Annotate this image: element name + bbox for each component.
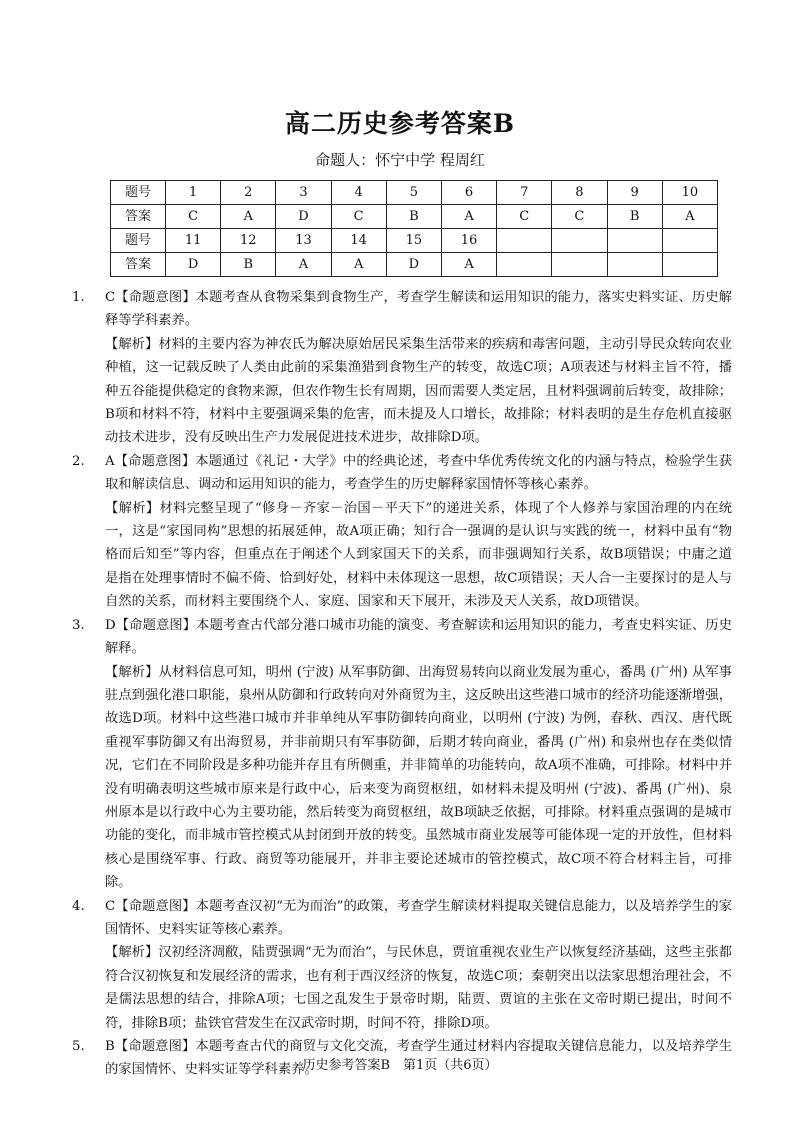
question-number: 3. (72, 617, 85, 633)
question-number: 1. (72, 290, 85, 305)
answer-letter: C (105, 898, 116, 914)
answer-table-cell: A (662, 205, 717, 229)
answer-letter: D (105, 617, 116, 633)
answer-table-cell: C (497, 205, 552, 229)
answer-table-row (111, 229, 718, 253)
answer-table-cell: 5 (386, 181, 441, 205)
answer-table-cell: 13 (276, 229, 331, 253)
answer-table-cell (497, 229, 552, 253)
answer-table-cell (607, 253, 662, 277)
answer-table-cell: D (386, 253, 441, 277)
intent-text: 本题考查汉初“无为而治”的政策，考查学生解读材料提取关键信息能力，以及培养学生的家国情怀、史料实证等核心素养。 (105, 898, 732, 937)
question-analysis (105, 497, 732, 614)
question-intent (105, 450, 732, 497)
answer-letter: B (105, 1039, 115, 1054)
question-number: 4. (72, 898, 85, 914)
intent-text: 本题通过《礼记・大学》中的经典论述，考查中华优秀传统文化的内涵与特点，检验学生获取和解读信息、调动和运用知识的能力，考查学生的历史解释家国情怀等核心素养。 (105, 453, 733, 493)
question-intent (105, 614, 732, 661)
question-intent (105, 895, 732, 942)
answer-table-cell: 10 (662, 181, 717, 205)
question-4 (72, 895, 732, 1035)
answer-table-cell (497, 253, 552, 277)
analysis-label: 【解析】 (105, 336, 159, 352)
answer-explanations (72, 286, 732, 1082)
answer-table-cell: 3 (276, 181, 331, 205)
answer-table-cell: 7 (497, 181, 552, 205)
answer-table-cell: B (607, 205, 662, 229)
answer-table-cell: 16 (441, 229, 496, 253)
intent-label: 【命题意图】 (115, 617, 197, 633)
intent-text: 本题考查古代的商贸与文化交流，考查学生通过材料内容提取关键信息能力，以及培养学生的家国情怀、史料实证等学科素养。 (105, 1039, 733, 1078)
analysis-label: 【解析】 (105, 664, 159, 680)
answer-table-row (111, 181, 718, 205)
answer-table-cell: A (441, 205, 496, 229)
answer-table (110, 180, 718, 277)
answer-table-cell: 4 (331, 181, 386, 205)
answer-table-cell: 11 (166, 229, 221, 253)
answer-table-cell (662, 229, 717, 253)
question-analysis (105, 941, 732, 1035)
analysis-label: 【解析】 (105, 945, 159, 961)
answer-table-row-header: 答案 (111, 205, 166, 229)
page-footer: 历史参考答案B 第1页（共6页） (302, 1058, 498, 1073)
answer-table-cell: C (331, 205, 386, 229)
answer-table-cell: 8 (552, 181, 607, 205)
question-3 (72, 614, 732, 895)
answer-table-row (111, 205, 718, 229)
answer-table-cell (607, 229, 662, 253)
answer-table-cell: A (441, 253, 496, 277)
analysis-text: 从材料信息可知，明州 (宁波) 从军事防御、出海贸易转向以商业发展为重心，番禺 (广州) 从军事驻点到强化港口职能，泉州从防御和行政转向对外商贸为主，这反映出这些港口城市的经济功能逐渐增强，故选D项。材料中这些港口城市并非单纯从军事防御转向商业，以明州 (宁波) 为例，春秋、西汉、唐代既重视军事防御又有出海贸易，并非前期只有军事防御，后期才转向商业，番禺 (广州) 和泉州也存在类似情况，它们在不同阶段是多种功能并存且有所侧重，并非简单的功能转向，故A项不准确，可排除。材料中并没有明确表明这些城市原来是行政中心，后来变为商贸枢纽，如材料未提及明州 (宁波)、番禺 (广州)、泉州原本是以行政中心为主要功能，然后转变为商贸枢纽，故B项缺乏依据，可排除。材料重点强调的是城市功能的变化，而非城市管控模式从封闭到开放的转变。虽然城市商业发展等可能体现一定的开放性，但材料核心是围绕军事、行政、商贸等功能展开，并非主要论述城市的管控模式，故C项不符合材料主旨，可排除。 (105, 664, 733, 891)
answer-table-cell: 6 (441, 181, 496, 205)
answer-table-row-header: 题号 (111, 229, 166, 253)
answer-table-row-header: 答案 (111, 253, 166, 277)
answer-table-row (111, 253, 718, 277)
answer-table-cell: 12 (221, 229, 276, 253)
analysis-label: 【解析】 (105, 500, 160, 516)
answer-table-cell: A (276, 253, 331, 277)
question-intent (105, 286, 732, 333)
answer-table-cell: B (386, 205, 441, 229)
intent-text: 本题考查从食物采集到食物生产，考查学生解读和运用知识的能力，落实史料实证、历史解释等学科素养。 (105, 290, 733, 329)
answer-table-cell (552, 229, 607, 253)
answer-table-cell: A (331, 253, 386, 277)
answer-table-cell: 9 (607, 181, 662, 205)
answer-table-cell: A (221, 205, 276, 229)
intent-text: 本题考查古代部分港口城市功能的演变、考查解读和运用知识的能力，考查史料实证、历史解释。 (105, 617, 733, 657)
question-analysis (105, 661, 732, 895)
intent-label: 【命题意图】 (115, 290, 196, 305)
answer-table-cell: 2 (221, 181, 276, 205)
answer-table-cell: D (276, 205, 331, 229)
page-title: 高二历史参考答案B (284, 109, 516, 138)
answer-table-cell: C (166, 205, 221, 229)
answer-table-cell: B (221, 253, 276, 277)
author-line: 命题人：怀宁中学 程周红 (315, 151, 485, 169)
answer-table-cell (662, 253, 717, 277)
intent-label: 【命题意图】 (114, 453, 196, 469)
answer-table-cell: 15 (386, 229, 441, 253)
intent-label: 【命题意图】 (115, 898, 196, 914)
analysis-text: 材料完整呈现了“修身－齐家－治国－平天下”的递进关系，体现了个人修养与家国治理的内在统一，这是“家国同构”思想的拓展延伸，故A项正确；知行合一强调的是认识与实践的统一，材料中虽有“物格而后知至”等内容，但重点在于阐述个人到家国天下的关系，而非强调知行关系，故B项错误；中庸之道是指在处理事情时不偏不倚、恰到好处，材料中未体现这一思想，故C项错误；天人合一主要探讨的是人与自然的关系，而材料主要围绕个人、家庭、国家和天下展开，未涉及天人关系，故D项错误。 (105, 500, 732, 610)
answer-table-cell: 1 (166, 181, 221, 205)
question-2 (72, 450, 732, 614)
answer-table-cell (552, 253, 607, 277)
answer-table-row-header: 题号 (111, 181, 166, 205)
question-1 (72, 286, 732, 450)
question-analysis (105, 333, 732, 450)
answer-table-cell: D (166, 253, 221, 277)
analysis-text: 汉初经济凋敝，陆贾强调“无为而治”，与民休息，贾谊重视农业生产以恢复经济基础，这些主张都符合汉初恢复和发展经济的需求，也有利于西汉经济的恢复，故选C项；秦朝突出以法家思想治理社会，不是儒法思想的结合，排除A项；七国之乱发生于景帝时期，陆贾、贾谊的主张在文帝时期已提出，时间不符，排除B项；盐铁官营发生在汉武帝时期，时间不符，排除D项。 (105, 945, 732, 1031)
analysis-text: 材料的主要内容为神农氏为解决原始居民采集生活带来的疾病和毒害问题，主动引导民众转向农业种植，这一记载反映了人类由此前的采集渔猎到食物生产的转变，故选C项；A项表述与材料主旨不符，播种五谷能提供稳定的食物来源，但农作物生长有周期，因而需要人类定居，且材料强调前后转变，故排除；B项和材料不符，材料中主要强调采集的危害，而未提及人口增长，故排除；材料表明的是生存危机直接驱动技术进步，没有反映出生产力发展促进技术进步，故排除D项。 (105, 336, 733, 446)
answer-letter: A (105, 453, 115, 469)
question-number: 5. (72, 1039, 85, 1054)
answer-letter: C (105, 290, 116, 305)
question-number: 2. (72, 453, 85, 469)
answer-table-cell: 14 (331, 229, 386, 253)
intent-label: 【命题意图】 (114, 1039, 196, 1054)
answer-table-cell: C (552, 205, 607, 229)
